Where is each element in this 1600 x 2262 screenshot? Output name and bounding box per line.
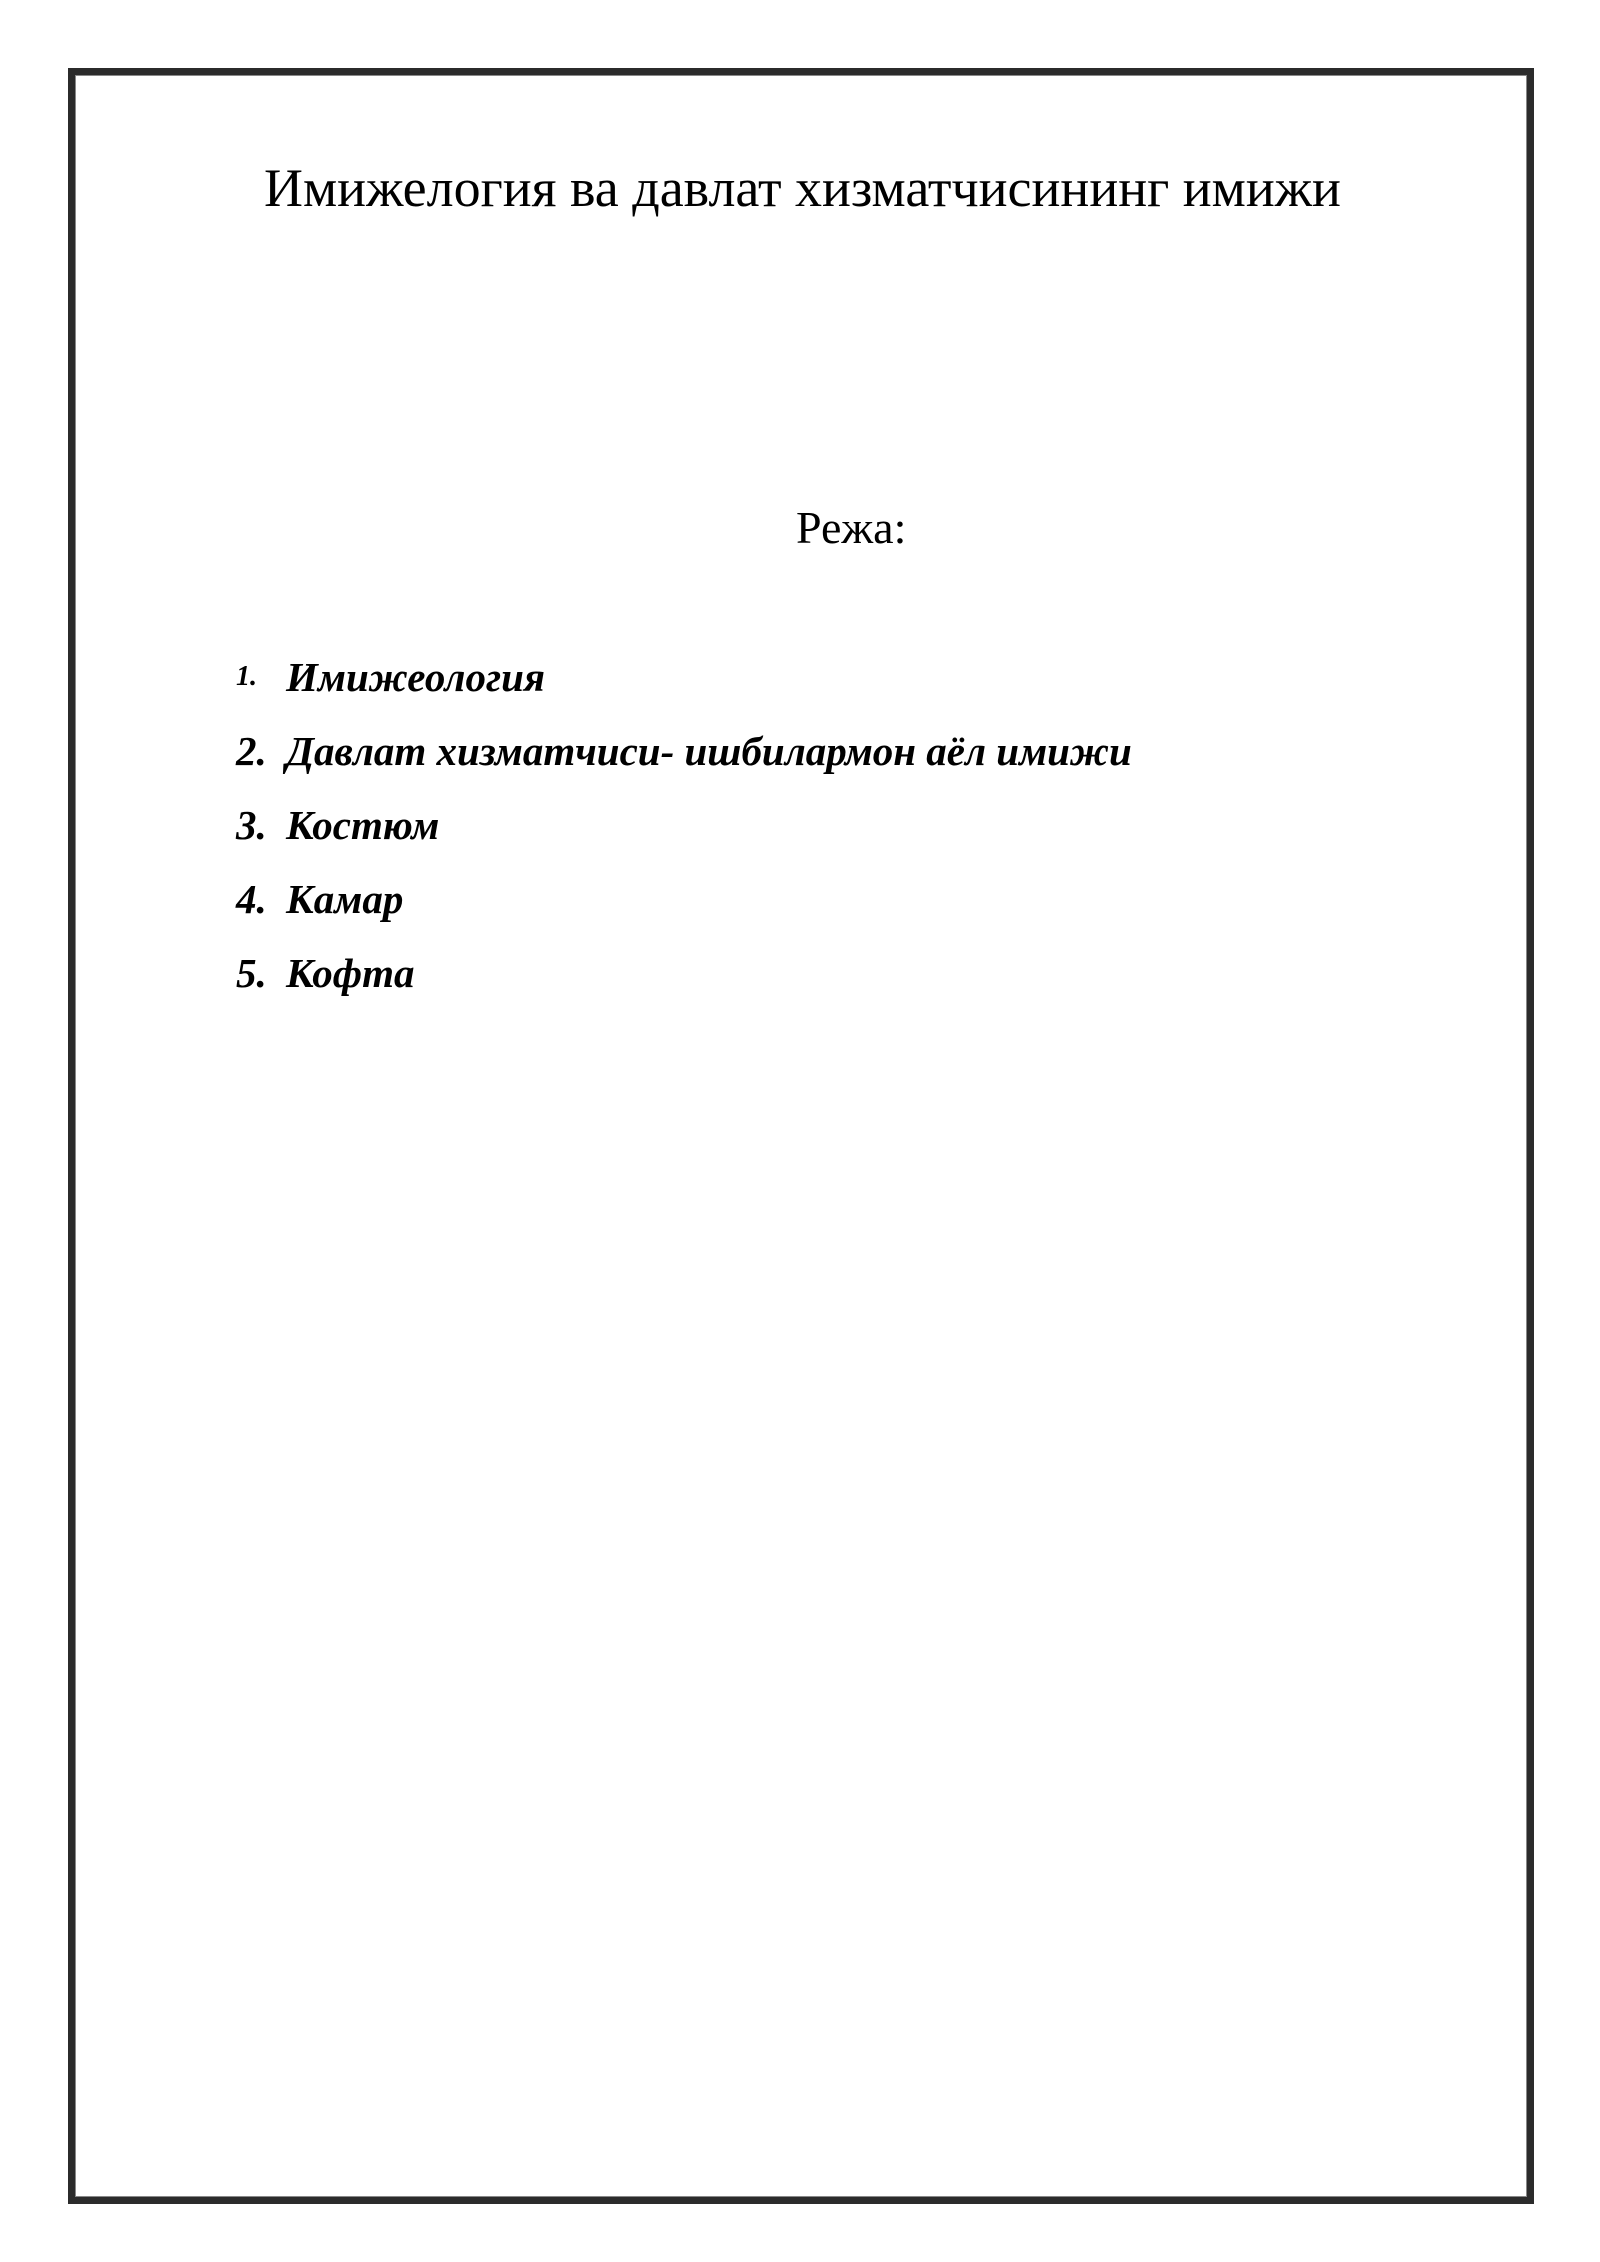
plan-item-text: Имижеология xyxy=(286,654,546,700)
plan-item-text: Камар xyxy=(286,876,404,922)
plan-item-number: 2. xyxy=(236,728,267,774)
plan-item-number: 1. xyxy=(236,661,257,692)
plan-item-text: Костюм xyxy=(286,802,440,848)
plan-list xyxy=(236,640,1132,1010)
plan-item-text: Кофта xyxy=(286,950,415,996)
plan-item-1 xyxy=(236,640,1132,714)
plan-heading: Режа: xyxy=(796,502,907,553)
plan-item-3 xyxy=(236,788,1132,862)
plan-item-4 xyxy=(236,862,1132,936)
document-title: Имижелогия ва давлат хизматчисининг имижи xyxy=(264,158,1341,218)
plan-item-text: Давлат хизматчиси- ишбилармон аёл имижи xyxy=(286,728,1132,774)
plan-item-2 xyxy=(236,714,1132,788)
page-border-frame xyxy=(68,68,1534,2204)
plan-item-number: 5. xyxy=(236,950,267,996)
plan-item-5 xyxy=(236,936,1132,1010)
plan-item-number: 3. xyxy=(236,802,267,848)
plan-item-number: 4. xyxy=(236,876,267,922)
